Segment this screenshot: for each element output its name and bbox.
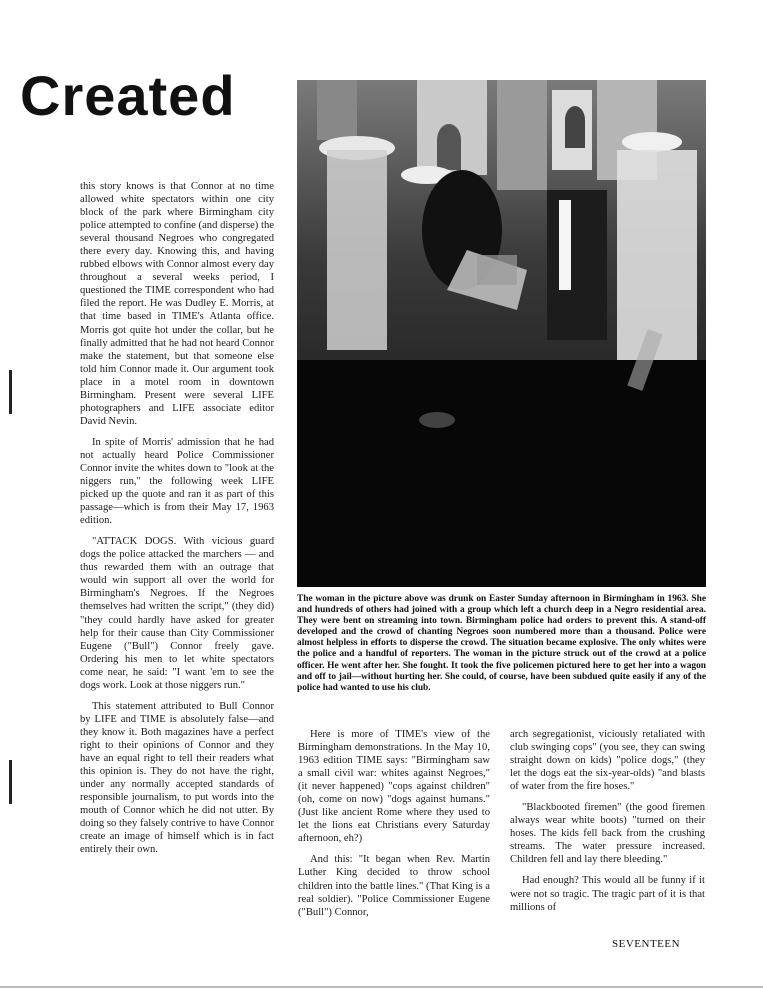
margin-mark [9,370,12,414]
paragraph: arch segregationist, viciously retaliated with club swinging cops" (you see, they can swing straight down on kids) "police dogs," (they let the dogs eat the six-year-olds) "and blasts of water from the fire hoses." [510,729,705,793]
page-number: SEVENTEEN [612,938,681,950]
margin-mark [9,760,12,804]
paragraph: "ATTACK DOGS. With vicious guard dogs the police attacked the marchers — and thus rewarded them with an outrage that would win support all over the world for Birmingham's Negroes. If the Negroes themselves had written the script," (they did) "they could hardly have asked for greater help for their cause than City Commissioner Eugene ("Bull") Connor freely gave. Ordering his men to let white spectators come near, he said: "I want 'em to see the dogs work. Look at those niggers run." [80,536,274,691]
crowd-photo-icon [297,80,706,587]
article-heading: Created [20,64,236,127]
paragraph: this story knows is that Connor at no time allowed white spectators within one city block of the park where Birmingham city police attempted to confine (and disperse) the several thousand Negroes who congregated there every day. Knowing this, and having rubbed elbows with Connor almost every day throughout a several weeks period, I questioned the TIME correspondent who had filed the report. He was Dudley E. Morris, at that time based in TIME's Atlanta office. Morris got quite hot under the collar, but he finally admitted that he had not heard Connor make the statement, but that someone else told him Connor made it. Our argument took place in a motel room in downtown Birmingham. Present were several LIFE photographers and LIFE associate editor David Nevin. [80,181,274,427]
paragraph: In spite of Morris' admission that he had not actually heard Police Commissioner Connor invite the whites down to "look at the niggers run," the following week LIFE picked up the quote and ran it as part of this passage—which is from their May 17, 1963 edition. [80,436,274,527]
page-edge-rule [0,986,763,988]
photo-caption: The woman in the picture above was drunk on Easter Sunday afternoon in Birmingham in 1963. She and hundreds of others had joined with a group which left a church deep in a Negro residential area. They were bent on streaming into town. Birmingham police had orders to prevent this. A stand-off developed and the crowd of chanting Negroes soon numbered more than a thousand. Police were almost helpless in efforts to disperse the crowd. The situation became explosive. The only whites were the police and a handful of reporters. The woman in the picture struck out of the crowd at a police officer. He went after her. She fought. It took the five policemen pictured here to get her into a wagon and off to jail—without hurting her. She could, of course, have been subdued quite easily if any of the police had wanted to use his club. [297,594,706,693]
paragraph: "Blackbooted firemen" (the good firemen always wear white boots) "turned on their hoses. The kids fell back from the crushing streams. The water pressure increased. Children fell and lay there bleeding." [510,802,705,866]
text-column-left [80,180,274,864]
paragraph: Had enough? This would all be funny if it were not so tragic. The tragic part of it is that millions of [510,875,705,913]
paragraph: And this: "It began when Rev. Martin Luther King decided to throw school children into the battle lines." (That King is a real soldier). "Police Commissioner Eugene ("Bull") Connor, [298,854,490,918]
text-column-middle [298,728,490,927]
text-column-right [510,728,705,922]
paragraph: Here is more of TIME's view of the Birmingham demonstrations. In the May 10, 1963 edition TIME says: "Birmingham saw a small civil war: whites against Negroes," (it never happened) "cops against children" (oh, come on now) "dogs against humans." (Just like ancient Rome where they used to let the lions eat Christians every Saturday afternoon, eh?) [298,729,490,845]
news-photo [297,80,706,587]
paragraph: This statement attributed to Bull Connor by LIFE and TIME is absolutely false—and they know it. Both magazines have a perfect right to their opinions of Connor and they have an equal right to tell their readers what this opinion is. They do not have the right, under any normally accepted standards of responsible journalism, to put words into the mouth of Connor which he did not utter. By doing so they falsely contrive to have Connor create an image of himself which is in fact entirely their own. [80,700,274,856]
